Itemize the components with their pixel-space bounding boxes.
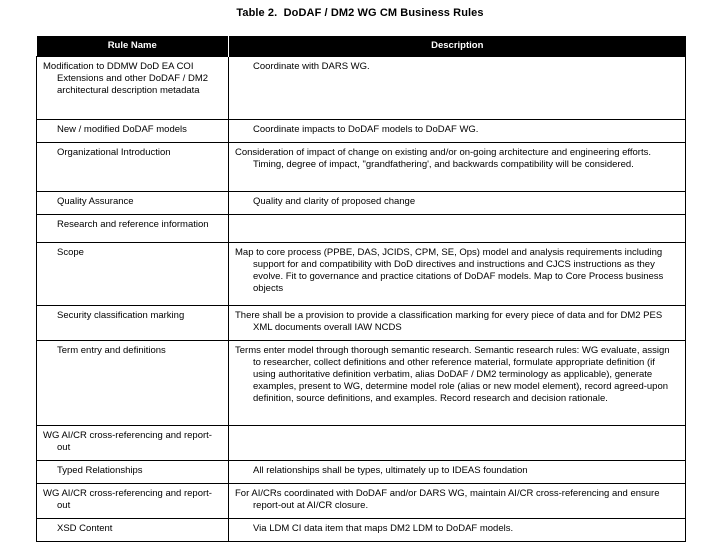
cell-rule-name: New / modified DoDAF models — [37, 120, 229, 143]
table-row — [37, 57, 686, 120]
cell-description: Consideration of impact of change on existing and/or on-going architecture and engineering efforts. Timing, degree of impact, "grandfathering', and backwards compatibility will be considered. — [229, 143, 686, 192]
business-rules-table — [36, 36, 686, 542]
column-header-description: Description — [229, 36, 686, 57]
cell-rule-name: Term entry and definitions — [37, 341, 229, 426]
table-header — [37, 36, 686, 57]
table-header-row — [37, 36, 686, 57]
cell-description: All relationships shall be types, ultimately up to IDEAS foundation — [229, 461, 686, 484]
table-row — [37, 243, 686, 306]
cell-description: Coordinate impacts to DoDAF models to DoDAF WG. — [229, 120, 686, 143]
cell-description: For AI/CRs coordinated with DoDAF and/or DARS WG, maintain AI/CR cross-referencing and ensure report-out at AI/CR closure. — [229, 484, 686, 519]
table-row — [37, 461, 686, 484]
table-body — [37, 57, 686, 542]
table-row — [37, 306, 686, 341]
cell-description: Coordinate with DARS WG. — [229, 57, 686, 120]
cell-description: Via LDM CI data item that maps DM2 LDM to DoDAF models. — [229, 519, 686, 542]
cell-rule-name: XSD Content — [37, 519, 229, 542]
cell-description: Map to core process (PPBE, DAS, JCIDS, CPM, SE, Ops) model and analysis requirements including support for and compatibility with DoD directives and instructions and CJCS instructions as they evolve. Fit to governance and practice citations of DoDAF models. Map to Core Process business objects — [229, 243, 686, 306]
cell-description: Terms enter model through thorough semantic research. Semantic research rules: WG evaluate, assign to researcher, collect definitions and other reference material, formulate appropriate definition (if using authoritative definition verbatim, alias DoDAF / DM2 terminology as applicable), generate examples, present to WG, determine model role (alias or new model element), record agreed-upon definition, source definitions, and examples. Record research and decision rationale. — [229, 341, 686, 426]
table-row — [37, 341, 686, 426]
cell-rule-name: Scope — [37, 243, 229, 306]
table-row — [37, 192, 686, 215]
cell-description: There shall be a provision to provide a classification marking for every piece of data and for DM2 PES XML documents overall IAW NCDS — [229, 306, 686, 341]
cell-description: Quality and clarity of proposed change — [229, 192, 686, 215]
table-row — [37, 215, 686, 243]
cell-rule-name: Typed Relationships — [37, 461, 229, 484]
cell-rule-name: Security classification marking — [37, 306, 229, 341]
table-row — [37, 426, 686, 461]
cell-rule-name: WG AI/CR cross-referencing and report-out — [37, 426, 229, 461]
column-header-rule-name: Rule Name — [37, 36, 229, 57]
cell-rule-name: Modification to DDMW DoD EA COI Extensions and other DoDAF / DM2 architectural description metadata — [37, 57, 229, 120]
table-row — [37, 120, 686, 143]
cell-rule-name: WG AI/CR cross-referencing and report-out — [37, 484, 229, 519]
table-row — [37, 143, 686, 192]
cell-description — [229, 426, 686, 461]
table-title: Table 2. DoDAF / DM2 WG CM Business Rules — [236, 7, 484, 19]
table-row — [37, 484, 686, 519]
cell-description — [229, 215, 686, 243]
cell-rule-name: Organizational Introduction — [37, 143, 229, 192]
cell-rule-name: Research and reference information — [37, 215, 229, 243]
table-row — [37, 519, 686, 542]
cell-rule-name: Quality Assurance — [37, 192, 229, 215]
